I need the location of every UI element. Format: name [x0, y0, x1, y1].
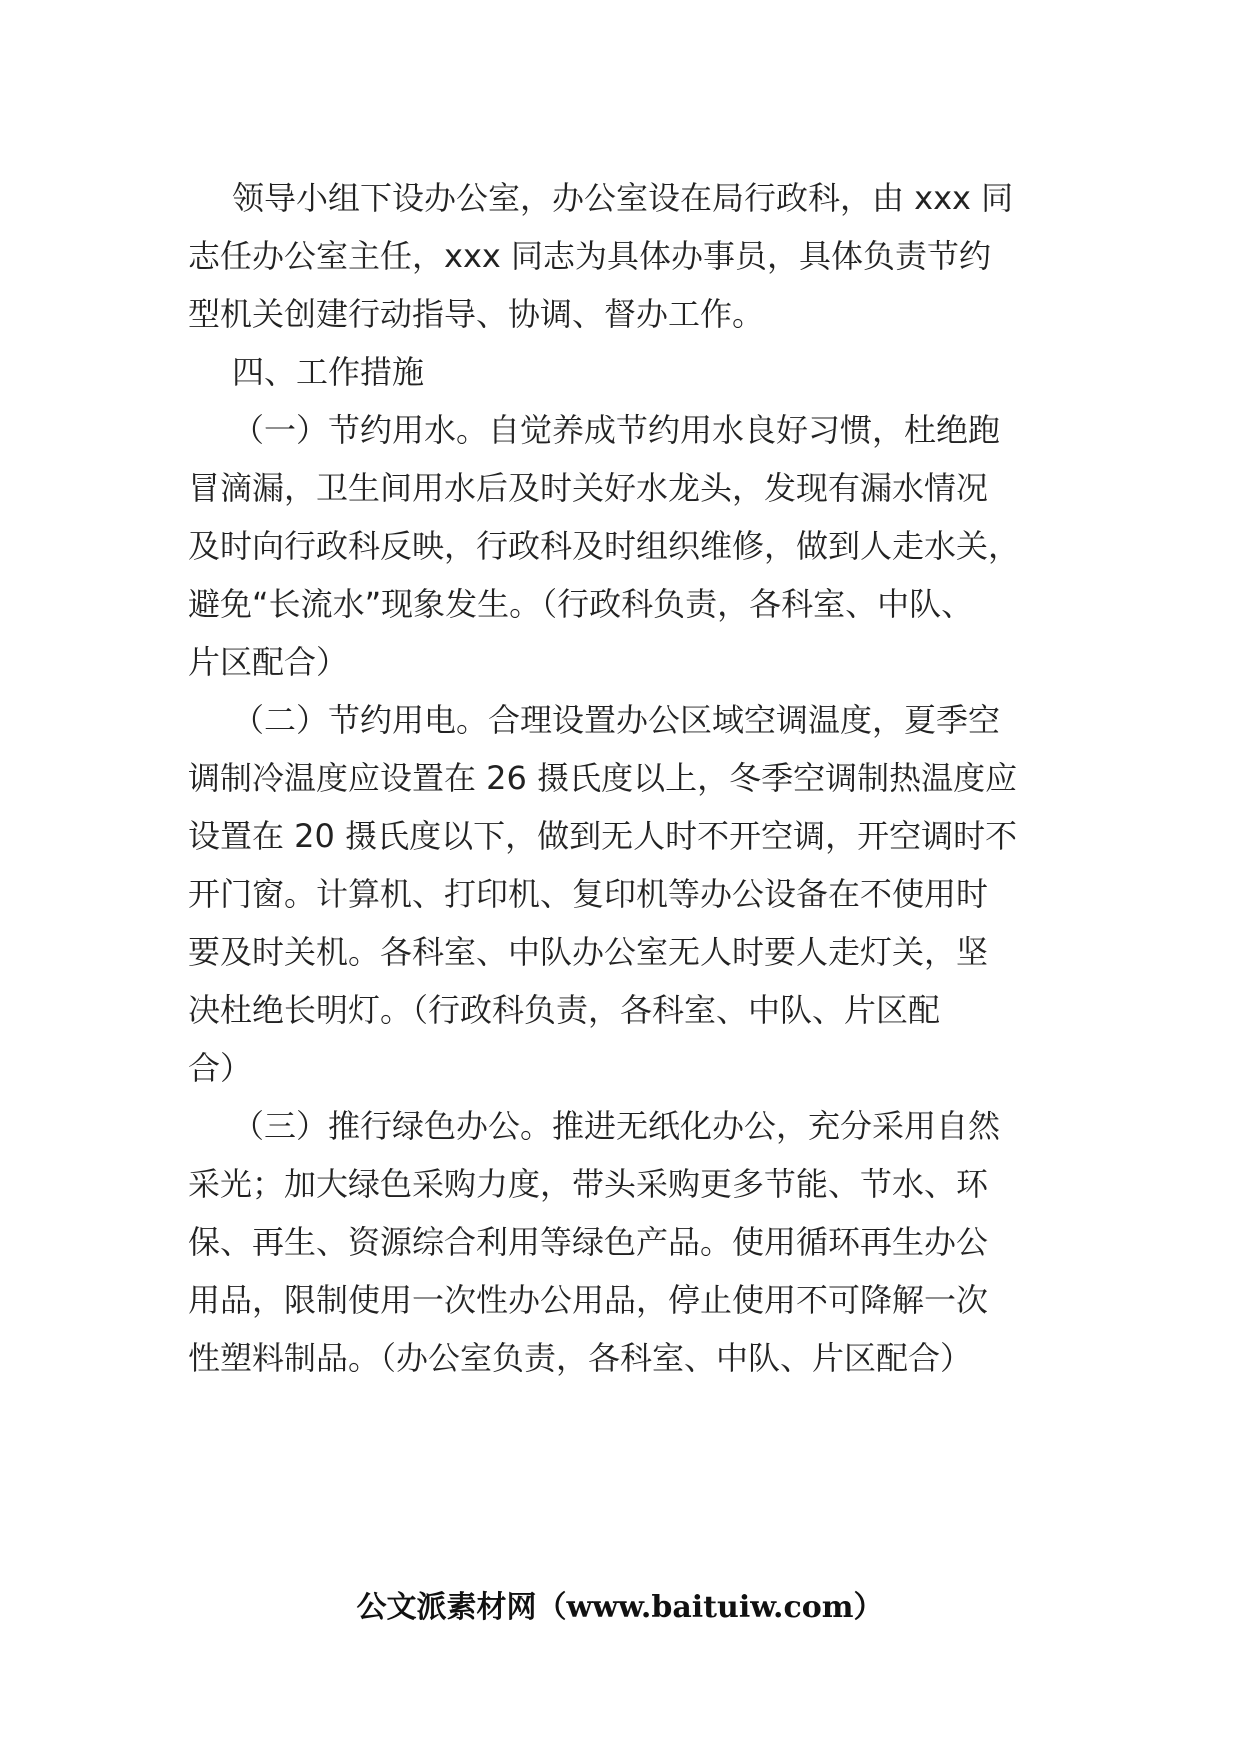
section-heading: 四、工作措施 — [232, 353, 425, 391]
paragraph-line: 采光；加大绿色采购力度，带头采购更多节能、节水、环 — [188, 1165, 989, 1203]
paragraph-line: 避免“长流水”现象发生。（行政科负责，各科室、中队、 — [188, 585, 974, 623]
footer-watermark: 公文派素材网（www.baituiw.com） — [356, 1590, 884, 1625]
paragraph-line: 保、再生、资源综合利用等绿色产品。使用循环再生办公 — [188, 1223, 989, 1261]
paragraph-line: （三）推行绿色办公。推进无纸化办公，充分采用自然 — [232, 1107, 1001, 1145]
paragraph-line: 性塑料制品。（办公室负责，各科室、中队、片区配合） — [188, 1339, 973, 1377]
paragraph-line: 决杜绝长明灯。（行政科负责，各科室、中队、片区配 — [188, 991, 941, 1029]
paragraph-line: 及时向行政科反映，行政科及时组织维修，做到人走水关， — [188, 527, 1021, 565]
paragraph-line: 开门窗。计算机、打印机、复印机等办公设备在不使用时 — [188, 875, 989, 913]
paragraph-line: 志任办公室主任，xxx 同志为具体办事员，具体负责节约 — [188, 237, 991, 275]
paragraph-line: 型机关创建行动指导、协调、督办工作。 — [188, 295, 765, 333]
paragraph-line: 要及时关机。各科室、中队办公室无人时要人走灯关，坚 — [188, 933, 989, 971]
paragraph-line: 合） — [188, 1049, 253, 1087]
paragraph-line: 设置在 20 摄氏度以下，做到无人时不开空调，开空调时不 — [188, 817, 1018, 855]
paragraph-line: 冒滴漏，卫生间用水后及时关好水龙头，发现有漏水情况 — [188, 469, 989, 507]
paragraph-line: 调制冷温度应设置在 26 摄氏度以上，冬季空调制热温度应 — [188, 759, 1018, 797]
paragraph-line: 领导小组下设办公室，办公室设在局行政科，由 xxx 同 — [232, 179, 1014, 217]
paragraph-line: 用品，限制使用一次性办公用品，停止使用不可降解一次 — [188, 1281, 989, 1319]
paragraph-line: （一）节约用水。自觉养成节约用水良好习惯，杜绝跑 — [232, 411, 1001, 449]
paragraph-line: 片区配合） — [188, 643, 349, 681]
paragraph-line: （二）节约用电。合理设置办公区域空调温度，夏季空 — [232, 701, 1001, 739]
